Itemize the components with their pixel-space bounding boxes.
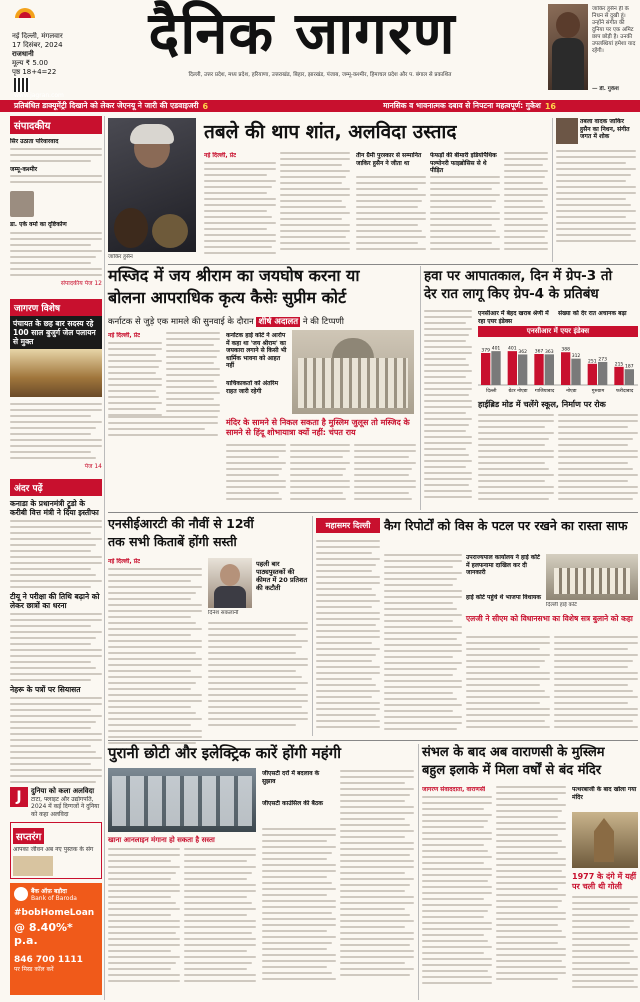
chart-bar bbox=[614, 367, 623, 385]
chart-category-label: नोएडा bbox=[566, 389, 577, 394]
grap-bullet-right: संख्या को देर रात अचानक बढ़ा bbox=[558, 310, 627, 317]
chart-data-label: 388 bbox=[561, 347, 570, 353]
zakir-portrait bbox=[556, 118, 578, 144]
chart-category-label: गाजियाबाद bbox=[535, 389, 555, 394]
aqi-chart-svg bbox=[478, 337, 638, 395]
andar-item[interactable]: टीयू ने परीक्षा की तिथि बढ़ाने को लेकर छात्रों का धरना bbox=[10, 591, 100, 610]
cars-bullet: जीएसटी काउंसिल की बैठक bbox=[262, 800, 324, 807]
chart-bar bbox=[561, 352, 570, 385]
chart-category-label: दिल्ली bbox=[486, 389, 497, 394]
teaser-right-text: जाकिर हुसैन ही के निधन से दुखी हूं। उन्होंने संगीत की दुनिया पर एक अमिट छाप छोड़ी है। उनकी उपलब्धियां हमेशा याद रहेंगी। bbox=[592, 6, 636, 54]
sambhal-temple-photo bbox=[572, 812, 638, 868]
chart-category-label: गुरुग्राम bbox=[591, 389, 605, 394]
aqi-chart bbox=[478, 326, 638, 396]
masthead bbox=[0, 0, 640, 100]
editorial-item[interactable]: जम्मू-कश्मीर bbox=[10, 165, 38, 173]
gukesh-photo bbox=[548, 4, 588, 90]
zakir-photo bbox=[108, 118, 196, 252]
strip-right-text[interactable]: मानसिक व भावनात्मक दबाव से निपटना महत्वपूर्ण: गुकेश bbox=[383, 101, 541, 110]
sambhal-bullet: पत्थरबाजी के बाद खोला गया मंदिर bbox=[572, 786, 637, 801]
sambhal-dateline: जागरण संवाददाता, वाराणसी bbox=[422, 786, 486, 793]
qr-code-icon bbox=[14, 78, 30, 92]
chart-bar bbox=[571, 359, 580, 385]
aqi-chart-title: एनसीआर में एयर इंडेक्स bbox=[478, 326, 638, 337]
chart-bar bbox=[534, 354, 543, 385]
bob-phone[interactable]: 846 700 1111 bbox=[14, 954, 83, 965]
chart-bar bbox=[481, 353, 490, 385]
bob-tag: #bobHomeLoan bbox=[14, 907, 95, 918]
chart-data-label: 401 bbox=[491, 346, 501, 352]
ncert-photo-name: दिनेश सकलानी bbox=[208, 610, 239, 616]
chart-bar bbox=[491, 351, 500, 385]
sambhal-headline-line2[interactable]: बहुल इलाके में मिला वर्षों से बंद मंदिर bbox=[422, 763, 602, 778]
supreme-court-photo bbox=[292, 330, 414, 414]
zakir-right-bullet: तबला वादक जाकिर हुसैन का निधन, संगीत जगत में शोक bbox=[580, 118, 630, 140]
editorial-page-ref[interactable]: संपादकीय पेज 12 bbox=[60, 279, 102, 287]
chart-bar bbox=[598, 362, 607, 385]
jagran-j-icon: J bbox=[10, 787, 28, 807]
chart-data-label: 273 bbox=[598, 357, 607, 363]
masthead-date: 17 दिसंबर, 2024 bbox=[12, 41, 63, 49]
cars-headline[interactable]: पुरानी छोटी और इलेक्ट्रिक कारें होंगी महंगी bbox=[108, 744, 342, 762]
zakir-bullet: तीन ग्रैमी पुरस्कार से सम्मानित जाकिर हुसैन ने जीता था bbox=[356, 152, 422, 167]
left-column bbox=[10, 116, 102, 1000]
cag-subhead[interactable]: एलजी ने सीएम को विधानसभा का विशेष सत्र बुलाने को कहा bbox=[466, 614, 633, 623]
chart-bar bbox=[518, 354, 527, 385]
grap-headline-line1[interactable]: हवा पर आपातकाल, दिन में ग्रेप-3 तो bbox=[424, 268, 613, 284]
saptrang-photo bbox=[13, 856, 53, 876]
chart-bar bbox=[625, 369, 634, 385]
cag-bullet: उपराज्यपाल कार्यालय ने हाई कोर्ट में हलफनामा दाखिल कर दी जानकारी bbox=[466, 554, 540, 576]
grap-boxed-head[interactable]: हाईब्रिड मोड में चलेंगे स्कूल, निर्माण पर रोक bbox=[478, 400, 606, 409]
chart-data-label: 379 bbox=[481, 348, 490, 354]
chart-category-label: फरीदाबाद bbox=[616, 389, 634, 394]
teaser-right-author: — डी. गुकेश bbox=[592, 86, 619, 92]
strip-right-page: 16 bbox=[544, 101, 556, 111]
dunia-text: टाटा, फ्लाइट और उद्योगपति, 2024 में कई दिग्गजों ने दुनिया को कहा अलविदा bbox=[31, 795, 100, 818]
bob-bank-hindi: बैंक ऑफ़ बड़ौदा bbox=[31, 887, 67, 895]
cag-bullet: हाई कोर्ट पहुंचे थे भाजपा विधायक bbox=[466, 594, 541, 601]
grap-headline-line2[interactable]: देर रात लागू किए ग्रेप-4 के प्रतिबंध bbox=[424, 286, 599, 302]
strip-left-page: 6 bbox=[202, 101, 209, 111]
saptrang-box[interactable] bbox=[10, 822, 102, 879]
vishesh-photo bbox=[10, 349, 102, 397]
cars-photo bbox=[108, 768, 256, 832]
chart-data-label: 215 bbox=[614, 362, 624, 368]
strip-left-text[interactable]: प्रतिबंधित डाक्यूमेंट्री दिखाने को लेकर जेएनयू ने जारी की एडवाइजरी bbox=[14, 101, 199, 110]
ncert-dateline: नई दिल्ली, प्रेट bbox=[108, 558, 141, 565]
chart-data-label: 362 bbox=[518, 349, 527, 355]
chart-data-label: 401 bbox=[508, 346, 517, 352]
bob-rate: @ 8.40%* p.a. bbox=[14, 920, 73, 947]
masthead-city-date: नई दिल्ली, मंगलवार bbox=[12, 32, 63, 40]
bob-bank-english: Bank of Baroda bbox=[31, 894, 77, 902]
bob-ad[interactable] bbox=[10, 883, 102, 995]
grap-bullet-left: एनसीआर में बेहद खराब श्रेणी में रहा एयर इंडेक्स bbox=[478, 310, 549, 325]
sc-headline-line1[interactable]: मस्जिद में जय श्रीराम का जयघोष करना या bbox=[108, 266, 360, 285]
chart-bar bbox=[588, 364, 597, 385]
zakir-bullet: फेफड़ों की बीमारी इडियोपैथिक पल्मोनरी फाइब्रोसिस से थे पीड़ित bbox=[430, 152, 497, 174]
editorial-item[interactable]: डा. एके वर्मा का दृष्टिकोण bbox=[10, 221, 67, 228]
andar-title: अंदर पढ़ें bbox=[10, 479, 102, 496]
cag-kicker: महासमर दिल्ली bbox=[316, 518, 380, 533]
sc-dateline: नई दिल्ली, प्रेट bbox=[108, 332, 141, 339]
andar-item[interactable]: नेहरू के पत्रों पर सियासत bbox=[10, 684, 81, 694]
zakir-photo-caption: जाकिर हुसैन bbox=[108, 254, 133, 260]
chart-data-label: 187 bbox=[625, 364, 634, 370]
sc-subhead-text: कर्नाटक से जुड़े एक मामले की सुनवाई के दौरान bbox=[108, 317, 254, 327]
sambhal-bullet-big[interactable]: 1977 के दंगे में यहीं पर चली थी गोली bbox=[572, 872, 637, 891]
cars-bullet: जीएसटी दरों में बदलाव के सुझाव bbox=[262, 770, 320, 785]
editorial-item[interactable]: सिर उठाता परिवारवाद bbox=[10, 138, 59, 145]
teaser-strip bbox=[0, 100, 640, 112]
vishesh-page-ref[interactable]: पेज 14 bbox=[84, 463, 102, 470]
andar-item[interactable]: कनाडा के प्रधानमंत्री ट्रूडो के करीबी वित्त मंत्री ने दिया इस्तीफा bbox=[10, 498, 99, 517]
masthead-edition: राजधानी bbox=[12, 50, 34, 58]
sc-subhead-highlight: शीर्ष अदालत bbox=[258, 317, 299, 327]
saptrang-label: सप्तरंग bbox=[13, 828, 44, 844]
sc-headline-line2[interactable]: बोलना आपराधिक कृत्य कैसेः सुप्रीम कोर्ट bbox=[108, 288, 347, 307]
masthead-editions: दिल्ली, उत्तर प्रदेश, मध्य प्रदेश, हरियाणा, उत्तराखंड, बिहार, झारखंड, पंजाब, जम्मू-कश्मीर, हिमाचल प्रदेश और प. बंगाल से प्रकाशित bbox=[188, 72, 452, 78]
high-court-caption: दिल्ली हाई कोर्ट bbox=[546, 602, 577, 608]
mandir-headline[interactable]: मंदिर के सामने से निकल सकता है मुस्लिम जुलूस तो मस्जिद के सामने से हिंदू शोभायात्रा क्यों नहीं: चंपत राय bbox=[226, 418, 410, 437]
ncert-headline-line2[interactable]: तक सभी किताबें होंगी सस्ती bbox=[108, 534, 237, 549]
chart-bar bbox=[545, 354, 554, 385]
sc-subhead-tail: ने की टिप्पणी bbox=[302, 317, 344, 327]
sc-bullet: कर्नाटक हाई कोर्ट ने आरोप में कहा था 'जय श्रीराम' का जयकारा लगाने से किसी भी धार्मिक भावना को आहत नहीं bbox=[226, 332, 287, 369]
editorial-title: संपादकीय bbox=[10, 116, 102, 134]
masthead-pages: पृष्ठ 18+4=22 bbox=[12, 68, 57, 76]
chart-data-label: 367 bbox=[534, 349, 544, 355]
bob-logo-icon bbox=[14, 887, 28, 901]
ncert-person-photo bbox=[208, 558, 252, 608]
zakir-dateline: नई दिल्ली, प्रेट bbox=[204, 152, 237, 159]
jagran-logo-icon bbox=[14, 4, 36, 18]
sambhal-headline-line1[interactable]: संभल के बाद अब वाराणसी के मुस्लिम bbox=[422, 745, 605, 760]
chart-category-label: ग्रेटर नोएडा bbox=[508, 389, 528, 394]
jagran-vishesh-title: जागरण विशेष bbox=[10, 299, 102, 316]
masthead-website[interactable]: www.jagran.com bbox=[14, 92, 64, 99]
dunia-title[interactable]: दुनिया को कला अलविदा bbox=[31, 786, 95, 795]
chart-bar bbox=[508, 351, 517, 385]
saptrang-text: आपका जीवन अब नए पुस्तक के संग bbox=[13, 846, 94, 853]
sc-subhead bbox=[108, 316, 418, 327]
zakir-headline[interactable]: तबले की थाप शांत, अलविदा उस्ताद bbox=[204, 121, 457, 143]
chart-data-label: 251 bbox=[588, 359, 597, 365]
chart-data-label: 363 bbox=[545, 349, 554, 355]
high-court-photo bbox=[546, 554, 638, 600]
cars-photo-caption[interactable]: खाना आनलाइन मंगाना हो सकता है सस्ता bbox=[108, 836, 215, 844]
sc-bullet: याचिकाकर्ता को अंतरिम राहत जारी रहेगी bbox=[226, 380, 279, 395]
ncert-quote-head: पहली बार पाठ्यपुस्तकों की कीमत में 20 प्रतिशत की कटौती bbox=[256, 560, 308, 592]
bob-note: पर मिस्ड कॉल करें bbox=[14, 965, 54, 973]
masthead-title: दैनिक जागरण bbox=[148, 0, 456, 67]
ncert-headline-line1[interactable]: एनसीईआरटी की नौवीं से 12वीं bbox=[108, 516, 254, 531]
cag-headline[interactable]: कैग रिपोर्टों को विस के पटल पर रखने का रास्ता साफ bbox=[384, 518, 628, 533]
masthead-price: मूल्य ₹ 5.00 bbox=[12, 59, 48, 67]
chart-data-label: 312 bbox=[571, 354, 581, 360]
columnist-photo bbox=[10, 191, 34, 217]
vishesh-headline[interactable]: पंचायत के छह बार सदस्य रहे 100 साल बुजुर्ग जेल पलायन से मुक्त bbox=[10, 316, 102, 349]
